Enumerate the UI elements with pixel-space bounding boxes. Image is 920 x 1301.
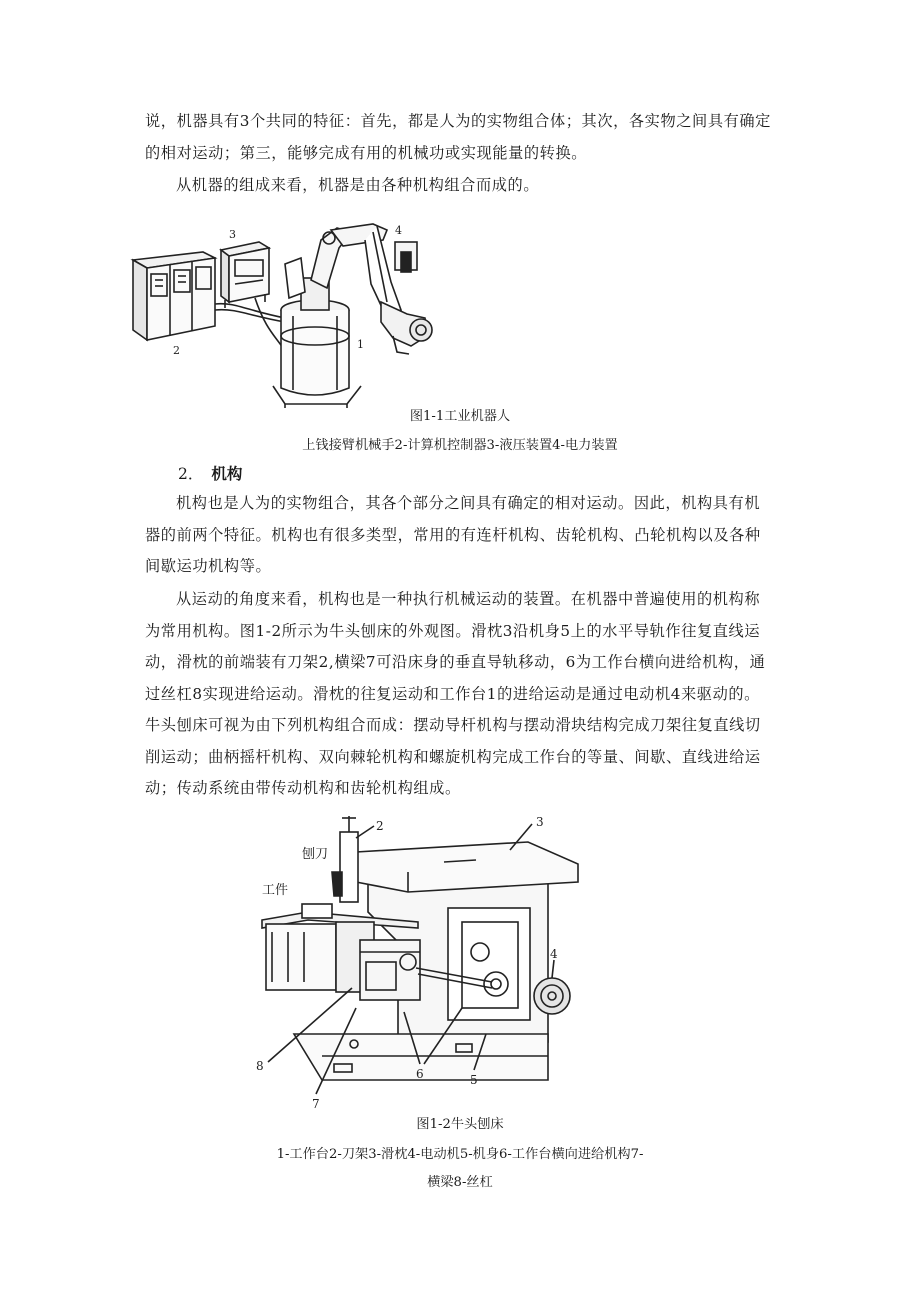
paragraph-mechanism-definition: 机构也是人为的实物组合，其各个部分之间具有确定的相对运动。因此，机构具有机器的前两个特征。机构也有很多类型，常用的有连杆机构、齿轮机构、凸轮机构以及各种间歇运功机构等。 [145, 494, 761, 575]
computer-controller-drawing [133, 252, 215, 340]
paragraph-shaper-description: 从运动的角度来看，机构也是一种执行机械运动的装置。在机器中普遍使用的机构称为常用机构。图1-2所示为牛头刨床的外观图。滑枕3沿机身5上的水平导轨作往复直线运动，滑枕的前端装有刀架2,横梁7可沿床身的垂直导轨移动，6为工作台横向进给机构，通过丝杠8实现进给运动。滑枕的往复运动和工作台1的进给运动是通过电动机4来驱动的。牛头刨床可视为由下列机构组合而成：摆动导杆机构与摆动滑块结构完成刀架往复直线切削运动；曲柄摇杆机构、双向棘轮机构和螺旋机构完成工作台的等量、间歇、直线进给运动；传动系统由带传动机构和齿轮机构组成。 [145, 590, 766, 797]
fig2-label-3: 3 [536, 815, 544, 829]
fig1-label-3: 3 [229, 228, 236, 241]
fig2-label-6: 6 [416, 1067, 424, 1081]
fig1-label-4: 4 [395, 224, 402, 237]
power-unit-drawing [395, 242, 417, 272]
fig2-label-4: 4 [550, 947, 558, 961]
fig2-label-blade: 刨刀 [302, 847, 329, 862]
hydraulic-unit-drawing [221, 242, 269, 308]
figure-1-2-legend-line1: 1-工作台2-刀架3-滑枕4-电动机5-机身6-工作台横向进给机构7- [276, 1147, 644, 1162]
section-number: 2． [178, 465, 204, 483]
fig2-label-workpiece: 工件 [262, 883, 289, 898]
fig2-label-7: 7 [312, 1097, 320, 1110]
motor-drawing [534, 978, 570, 1014]
fig1-label-2: 2 [173, 344, 180, 357]
section-title: 机构 [211, 464, 243, 483]
figure-industrial-robot [125, 218, 445, 410]
paragraph-machine-composition: 从机器的组成来看，机器是由各种机构组合而成的。 [176, 176, 540, 194]
fig2-label-8: 8 [256, 1059, 264, 1073]
figure-1-2-caption: 图1-2牛头刨床 [416, 1117, 504, 1132]
fig2-label-2: 2 [376, 819, 384, 833]
section-heading [178, 462, 242, 484]
figure-1-1-caption: 图1-1工业机器人 [409, 409, 511, 424]
fig1-label-1: 1 [357, 338, 364, 351]
figure-shaper [248, 812, 598, 1110]
ram-drawing [356, 842, 578, 892]
figure-1-2-legend-line2: 横梁8-丝杠 [427, 1175, 493, 1190]
figure-1-1-legend: 上钱接臂机械手2-计算机控制器3-液压装置4-电力装置 [302, 438, 618, 453]
paragraph-machine-features: 说，机器具有3个共同的特征：首先，都是人为的实物组合体；其次，各实物之间具有确定的相对运动；第三，能够完成有用的机械功或实现能量的转换。 [145, 112, 771, 162]
tool-head-drawing [332, 816, 358, 902]
fig2-label-5: 5 [470, 1073, 478, 1087]
